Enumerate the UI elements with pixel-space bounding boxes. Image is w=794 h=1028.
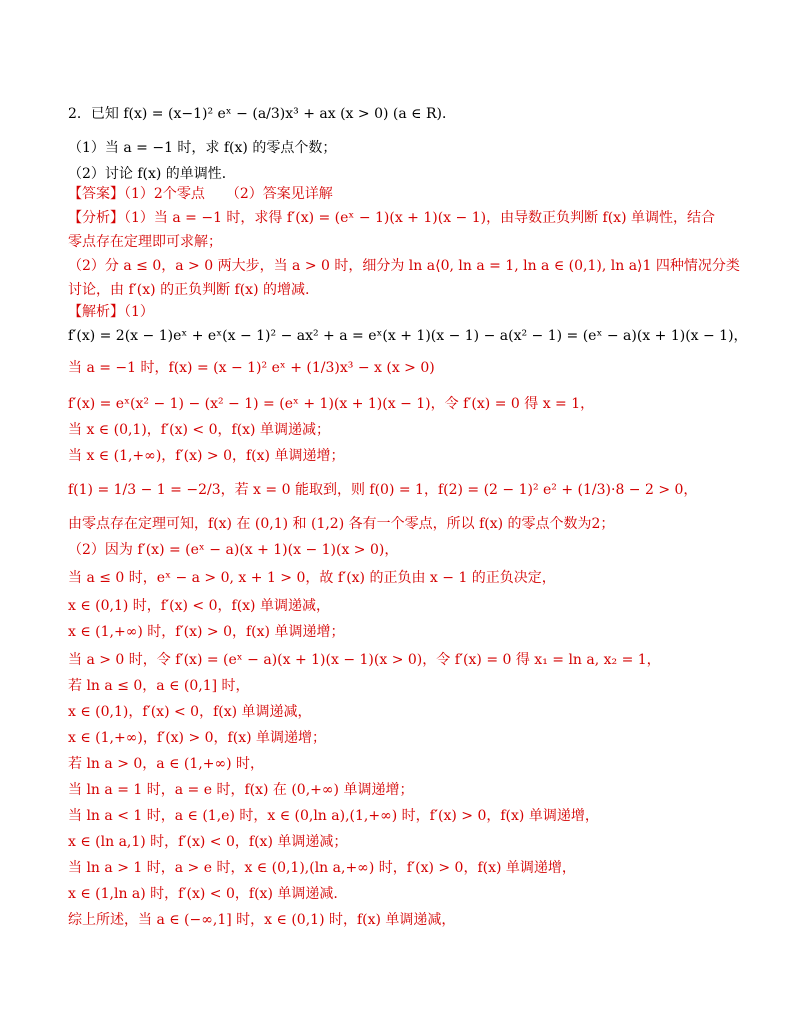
part2-line-12: x ∈ (ln a,1) 时，f′(x) < 0，f(x) 单调递减； <box>68 834 348 850</box>
answer-line: 【答案】（1）2个零点 （2）答案见详解 <box>68 186 333 202</box>
part2-line-11: 当 ln a < 1 时，a ∈ (1,e) 时，x ∈ (0,ln a),(1,+∞) 时，f′(x) > 0，f(x) 单调递增， <box>68 808 599 824</box>
part2-line-7: x ∈ (0,1)，f′(x) < 0，f(x) 单调递减， <box>68 704 312 720</box>
part2-line-13: 当 ln a > 1 时，a > e 时，x ∈ (0,1),(ln a,+∞) 时，f′(x) > 0，f(x) 单调递增， <box>68 860 576 876</box>
jiexi-label: 【解析】（1） <box>68 304 154 320</box>
part2-line-3: x ∈ (0,1) 时，f′(x) < 0，f(x) 单调递减， <box>68 598 330 614</box>
part1-line-3: 当 x ∈ (0,1)，f′(x) < 0，f(x) 单调递减； <box>68 422 330 438</box>
part1-line-2: f′(x) = eˣ(x² − 1) − (x² − 1) = (eˣ + 1)(x + 1)(x − 1)，令 f′(x) = 0 得 x = 1， <box>68 396 595 412</box>
part2-line-1: （2）因为 f′(x) = (eˣ − a)(x + 1)(x − 1)(x > 0)， <box>68 542 399 558</box>
analysis-line-4: 讨论，由 f′(x) 的正负判断 f(x) 的增减. <box>68 282 310 298</box>
question-1: （1）当 a = −1 时，求 f(x) 的零点个数； <box>68 140 337 156</box>
analysis-line-3: （2）分 a ≤ 0，a > 0 两大步，当 a > 0 时，细分为 ln a⟨0, ln a = 1, ln a ∈ (0,1), ln a⟩1 四种情况分类 <box>68 258 740 274</box>
part2-line-8: x ∈ (1,+∞)，f′(x) > 0，f(x) 单调递增； <box>68 730 327 746</box>
part2-line-15: 综上所述，当 a ∈ (−∞,1] 时，x ∈ (0,1) 时，f(x) 单调递减， <box>68 912 456 928</box>
part1-line-1: 当 a = −1 时，f(x) = (x − 1)² eˣ + (1/3)x³ − x (x > 0) <box>68 360 435 376</box>
part2-line-4: x ∈ (1,+∞) 时，f′(x) > 0，f(x) 单调递增； <box>68 624 345 640</box>
derivative-line: f′(x) = 2(x − 1)eˣ + eˣ(x − 1)² − ax² + a = eˣ(x + 1)(x − 1) − a(x² − 1) = (eˣ − a)(x + 1)(x − 1)， <box>68 328 748 344</box>
analysis-line-1: 【分析】（1）当 a = −1 时，求得 f′(x) = (eˣ − 1)(x + 1)(x − 1)，由导数正负判断 f(x) 单调性，结合 <box>68 210 715 226</box>
part2-line-2: 当 a ≤ 0 时，eˣ − a > 0, x + 1 > 0，故 f′(x) 的正负由 x − 1 的正负决定， <box>68 570 556 586</box>
part2-line-10: 当 ln a = 1 时，a = e 时，f(x) 在 (0,+∞) 单调递增； <box>68 782 414 798</box>
part2-line-5: 当 a > 0 时，令 f′(x) = (eˣ − a)(x + 1)(x − 1)(x > 0)，令 f′(x) = 0 得 x₁ = ln a, x₂ = 1， <box>68 652 661 668</box>
part2-line-6: 若 ln a ≤ 0，a ∈ (0,1] 时， <box>68 678 250 694</box>
part1-line-5: f(1) = 1/3 − 1 = −2/3，若 x = 0 能取到，则 f(0) = 1，f(2) = (2 − 1)² e² + (1/3)·8 − 2 > 0， <box>68 482 698 498</box>
part1-line-6: 由零点存在定理可知，f(x) 在 (0,1) 和 (1,2) 各有一个零点，所以 f(x) 的零点个数为2； <box>68 516 615 532</box>
analysis-line-2: 零点存在定理即可求解； <box>68 234 222 250</box>
question-2: （2）讨论 f(x) 的单调性． <box>68 166 236 182</box>
part1-line-4: 当 x ∈ (1,+∞)，f′(x) > 0，f(x) 单调递增； <box>68 448 345 464</box>
part2-line-9: 若 ln a > 0，a ∈ (1,+∞) 时， <box>68 756 265 772</box>
problem-title: 2．已知 f(x) = (x−1)² eˣ − (a/3)x³ + ax (x > 0) (a ∈ R)． <box>68 106 456 122</box>
part2-line-14: x ∈ (1,ln a) 时，f′(x) < 0，f(x) 单调递减. <box>68 886 338 902</box>
